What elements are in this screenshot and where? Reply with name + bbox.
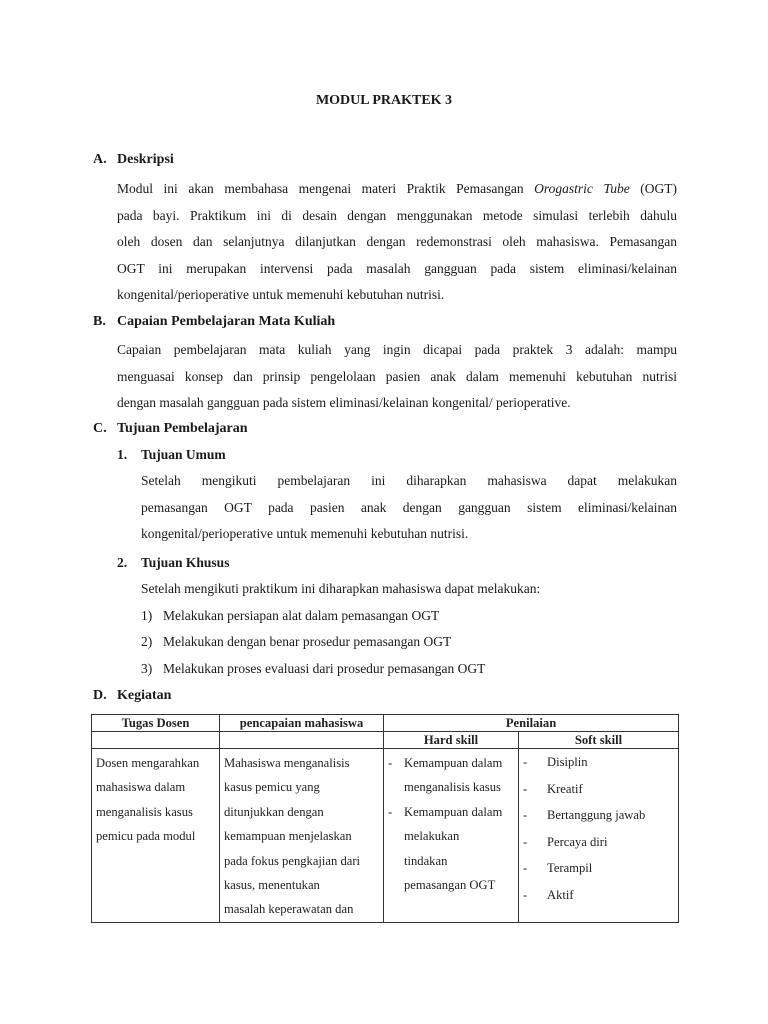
cell-line: kasus, menentukan: [224, 878, 320, 893]
bullet-dash: -: [523, 755, 528, 769]
header-pencapaian: pencapaian mahasiswa: [220, 715, 384, 732]
section-marker: C.: [93, 421, 107, 436]
tujuan-umum-paragraph: [141, 468, 677, 548]
cell-line: menganalisis kasus: [404, 780, 501, 795]
page-title: MODUL PRAKTEK 3: [315, 93, 453, 108]
deskripsi-paragraph: [117, 176, 677, 309]
tujuan-khusus-heading: [117, 555, 229, 571]
list-marker: 1): [141, 607, 153, 623]
cell-line: kemampuan menjelaskan: [224, 829, 352, 844]
list-item-text: Melakukan persiapan alat dalam pemasangan OGT: [163, 607, 440, 623]
section-marker: B.: [93, 314, 106, 329]
hard-skill-cell: [384, 749, 519, 923]
section-a-heading: [93, 152, 174, 168]
paragraph-line: oleh dosen dan selanjutnya dilanjutkan dengan redemonstrasi oleh mahasiswa. Pemasangan: [117, 234, 677, 250]
cell-line: pada fokus pengkajian dari: [224, 853, 361, 868]
cell-line: Kemampuan dalam: [404, 804, 503, 819]
cell-line: ditunjukkan dengan: [224, 804, 324, 819]
table-header-row: [92, 715, 679, 732]
bullet-dash: -: [523, 861, 528, 875]
header-soft-skill: Soft skill: [519, 732, 679, 749]
empty-cell: [92, 732, 220, 749]
bullet-dash: -: [523, 834, 528, 849]
bullet-text: Disiplin: [547, 755, 588, 769]
text-run: Modul ini akan membahasa mengenai materi Praktik Pemasangan: [117, 181, 535, 196]
cell-line: Dosen mengarahkan: [96, 756, 200, 770]
subsection-marker: 1.: [117, 447, 128, 462]
header-hard-skill: Hard skill: [384, 732, 519, 749]
tujuan-khusus-list: [141, 576, 677, 682]
bullet-text: Bertanggung jawab: [547, 808, 646, 822]
section-title: Kegiatan: [117, 688, 172, 703]
tujuan-umum-heading: [117, 447, 226, 463]
cell-line: pemasangan OGT: [404, 878, 496, 893]
header-tugas-dosen: Tugas Dosen: [92, 715, 220, 732]
list-intro: Setelah mengikuti praktikum ini diharapkan mahasiswa dapat melakukan:: [141, 581, 541, 596]
empty-cell: [220, 732, 384, 749]
list-marker: 2): [141, 634, 153, 650]
paragraph-line: menguasai konsep dan prinsip pengelolaan pasien anak dalam memenuhi kebutuhan nutrisi: [117, 368, 677, 384]
bullet-dash: -: [388, 756, 393, 770]
paragraph-line: pemasangan OGT pada pasien anak dengan gangguan sistem eliminasi/kelainan: [141, 499, 677, 515]
soft-skill-cell: [519, 749, 679, 923]
section-title: Capaian Pembelajaran Mata Kuliah: [117, 314, 336, 329]
cell-line: Kemampuan dalam: [404, 756, 503, 770]
section-marker: D.: [93, 688, 107, 703]
list-item: [141, 629, 677, 656]
bullet-item: [523, 749, 674, 776]
list-marker: 3): [141, 660, 153, 676]
list-item: [141, 656, 677, 683]
bullet-item: [388, 800, 514, 898]
italic-term: Orogastric Tube: [534, 181, 630, 196]
cell-line: tindakan: [404, 853, 448, 868]
list-item-text: Melakukan proses evaluasi dari prosedur pemasangan OGT: [163, 660, 486, 676]
cell-line: kasus pemicu yang: [224, 780, 320, 795]
table-row: [92, 749, 679, 923]
list-item: [141, 603, 677, 630]
section-b-heading: [93, 314, 335, 330]
paragraph-line: pada bayi. Praktikum ini di desain dengan menggunakan metode simulasi terlebih dahulu: [117, 207, 677, 223]
bullet-item: [523, 776, 674, 803]
section-c-heading: [93, 421, 248, 437]
cell-line: melakukan: [404, 829, 460, 844]
list-item-text: Melakukan dengan benar prosedur pemasangan OGT: [163, 634, 452, 650]
header-penilaian: Penilaian: [384, 715, 679, 732]
paragraph-line: kongenital/perioperative untuk memenuhi kebutuhan nutrisi.: [141, 526, 469, 542]
bullet-text: Terampil: [547, 861, 593, 875]
bullet-item: [523, 855, 674, 882]
paragraph-line: OGT ini merupakan intervensi pada masalah gangguan pada sistem eliminasi/kelainan: [117, 260, 677, 276]
cell-line: pemicu pada modul: [96, 829, 196, 844]
bullet-dash: -: [523, 808, 528, 822]
pencapaian-cell: [220, 749, 384, 923]
subsection-title: Tujuan Khusus: [141, 555, 230, 570]
bullet-item: [523, 882, 674, 909]
section-marker: A.: [93, 152, 107, 167]
paragraph-line: kongenital/perioperative untuk memenuhi kebutuhan nutrisi.: [117, 287, 445, 303]
table-subheader-row: [92, 732, 679, 749]
bullet-item: [523, 829, 674, 856]
text-run: (OGT): [629, 181, 677, 196]
bullet-item: [388, 751, 514, 800]
capaian-paragraph: [117, 337, 677, 417]
subsection-marker: 2.: [117, 555, 128, 570]
section-title: Deskripsi: [117, 152, 174, 167]
subsection-title: Tujuan Umum: [141, 447, 226, 462]
bullet-dash: -: [523, 887, 528, 902]
paragraph-line: dengan masalah gangguan pada sistem eliminasi/kelainan kongenital/ perioperative.: [117, 395, 571, 411]
tugas-dosen-cell: [92, 749, 220, 923]
paragraph-line: Capaian pembelajaran mata kuliah yang ingin dicapai pada praktek 3 adalah: mampu: [117, 342, 677, 357]
bullet-item: [523, 802, 674, 829]
bullet-text: Aktif: [547, 887, 574, 902]
kegiatan-table: [91, 714, 679, 923]
paragraph-line: Setelah mengikuti pembelajaran ini diharapkan mahasiswa dapat melakukan: [141, 473, 677, 488]
cell-line: Mahasiswa menganalisis: [224, 756, 350, 770]
cell-line: mahasiswa dalam: [96, 780, 186, 795]
paragraph-line: [117, 176, 677, 203]
bullet-dash: -: [523, 781, 528, 796]
section-d-heading: [93, 688, 171, 704]
cell-line: menganalisis kasus: [96, 804, 193, 819]
cell-line: masalah keperawatan dan: [224, 902, 354, 917]
section-title: Tujuan Pembelajaran: [117, 421, 248, 436]
bullet-text: Kreatif: [547, 781, 583, 796]
bullet-text: Percaya diri: [547, 834, 608, 849]
bullet-dash: -: [388, 804, 393, 819]
